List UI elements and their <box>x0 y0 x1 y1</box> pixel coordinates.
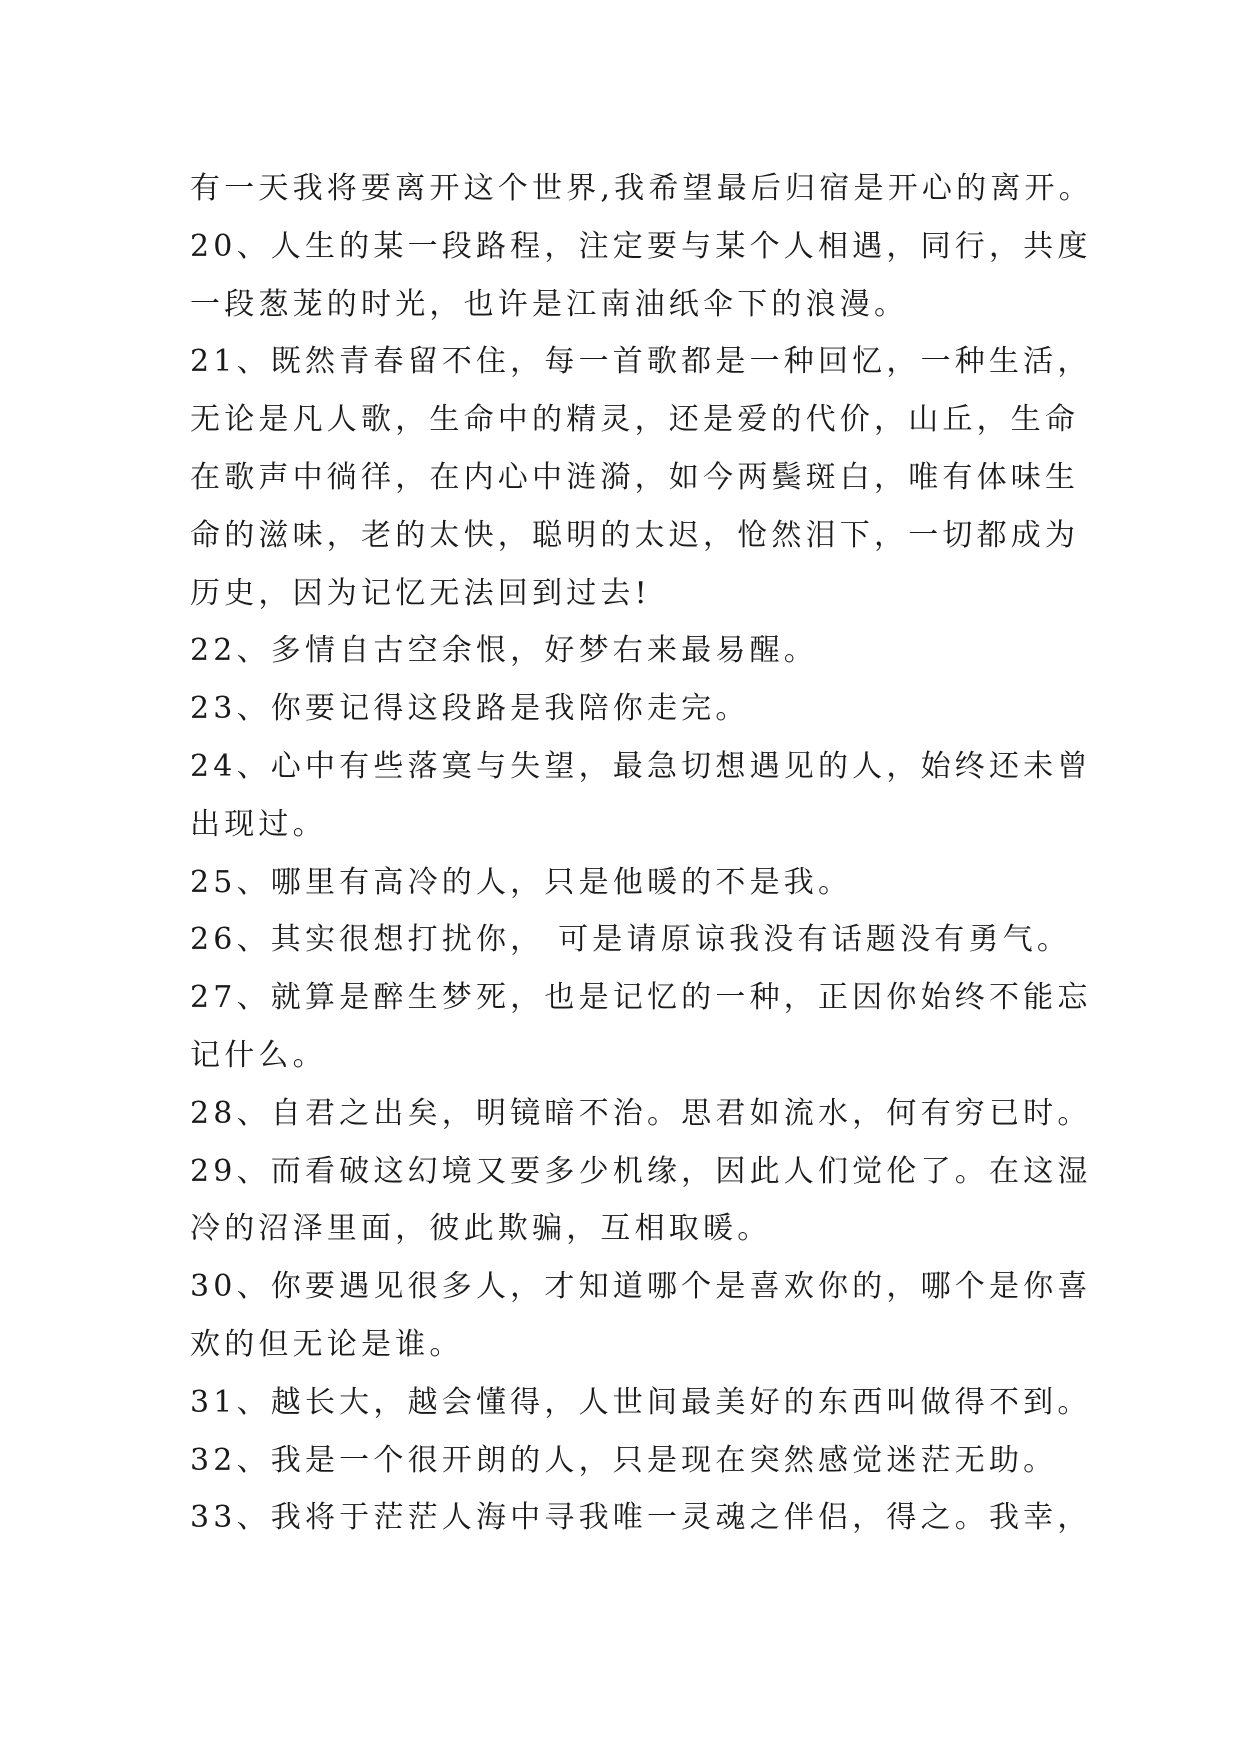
text-line: 27、就算是醉生梦死，也是记忆的一种，正因你始终不能忘 <box>190 980 1092 1016</box>
text-line: 一段葱茏的时光，也许是江南油纸伞下的浪漫。 <box>190 286 909 322</box>
text-line: 在歌声中徜徉，在内心中涟漪，如今两鬓斑白，唯有体味生 <box>190 459 1080 495</box>
text-line: 历史，因为记忆无法回到过去! <box>190 575 651 611</box>
text-line: 26、其实很想打扰你， 可是请原谅我没有话题没有勇气。 <box>190 922 1072 958</box>
text-line: 28、自君之出矣，明镜暗不治。思君如流水，何有穷已时。 <box>190 1095 1092 1131</box>
text-line: 欢的但无论是谁。 <box>190 1326 464 1362</box>
text-line: 29、而看破这幻境又要多少机缘，因此人们觉伦了。在这湿 <box>190 1153 1092 1189</box>
text-line: 21、既然青春留不住，每一首歌都是一种回忆，一种生活， <box>190 344 1092 380</box>
text-line: 24、心中有些落寞与失望，最急切想遇见的人，始终还未曾 <box>190 748 1092 784</box>
text-line: 22、多情自古空余恨，好梦右来最易醒。 <box>190 633 818 669</box>
text-line: 有一天我将要离开这个世界,我希望最后归宿是开心的离开。 <box>190 171 1093 206</box>
text-line: 30、你要遇见很多人，才知道哪个是喜欢你的，哪个是你喜 <box>190 1269 1092 1305</box>
text-line: 31、越长大，越会懂得，人世间最美好的东西叫做得不到。 <box>190 1384 1092 1420</box>
text-line: 命的滋味，老的太快，聪明的太迟，怆然泪下，一切都成为 <box>190 517 1080 553</box>
text-line: 25、哪里有高冷的人，只是他暖的不是我。 <box>190 864 853 900</box>
text-line: 32、我是一个很开朗的人，只是现在突然感觉迷茫无助。 <box>190 1442 1058 1478</box>
text-line: 20、人生的某一段路程，注定要与某个人相遇，同行，共度 <box>190 228 1092 264</box>
text-line: 23、你要记得这段路是我陪你走完。 <box>190 691 750 727</box>
text-line: 记什么。 <box>190 1037 327 1073</box>
text-line: 无论是凡人歌，生命中的精灵，还是爱的代价，山丘，生命 <box>190 402 1080 438</box>
text-line: 33、我将于茫茫人海中寻我唯一灵魂之伴侣，得之。我幸， <box>190 1500 1092 1536</box>
document-text <box>190 160 1093 1547</box>
text-line: 出现过。 <box>190 806 327 842</box>
text-line: 冷的沼泽里面，彼此欺骗，互相取暖。 <box>190 1211 772 1247</box>
